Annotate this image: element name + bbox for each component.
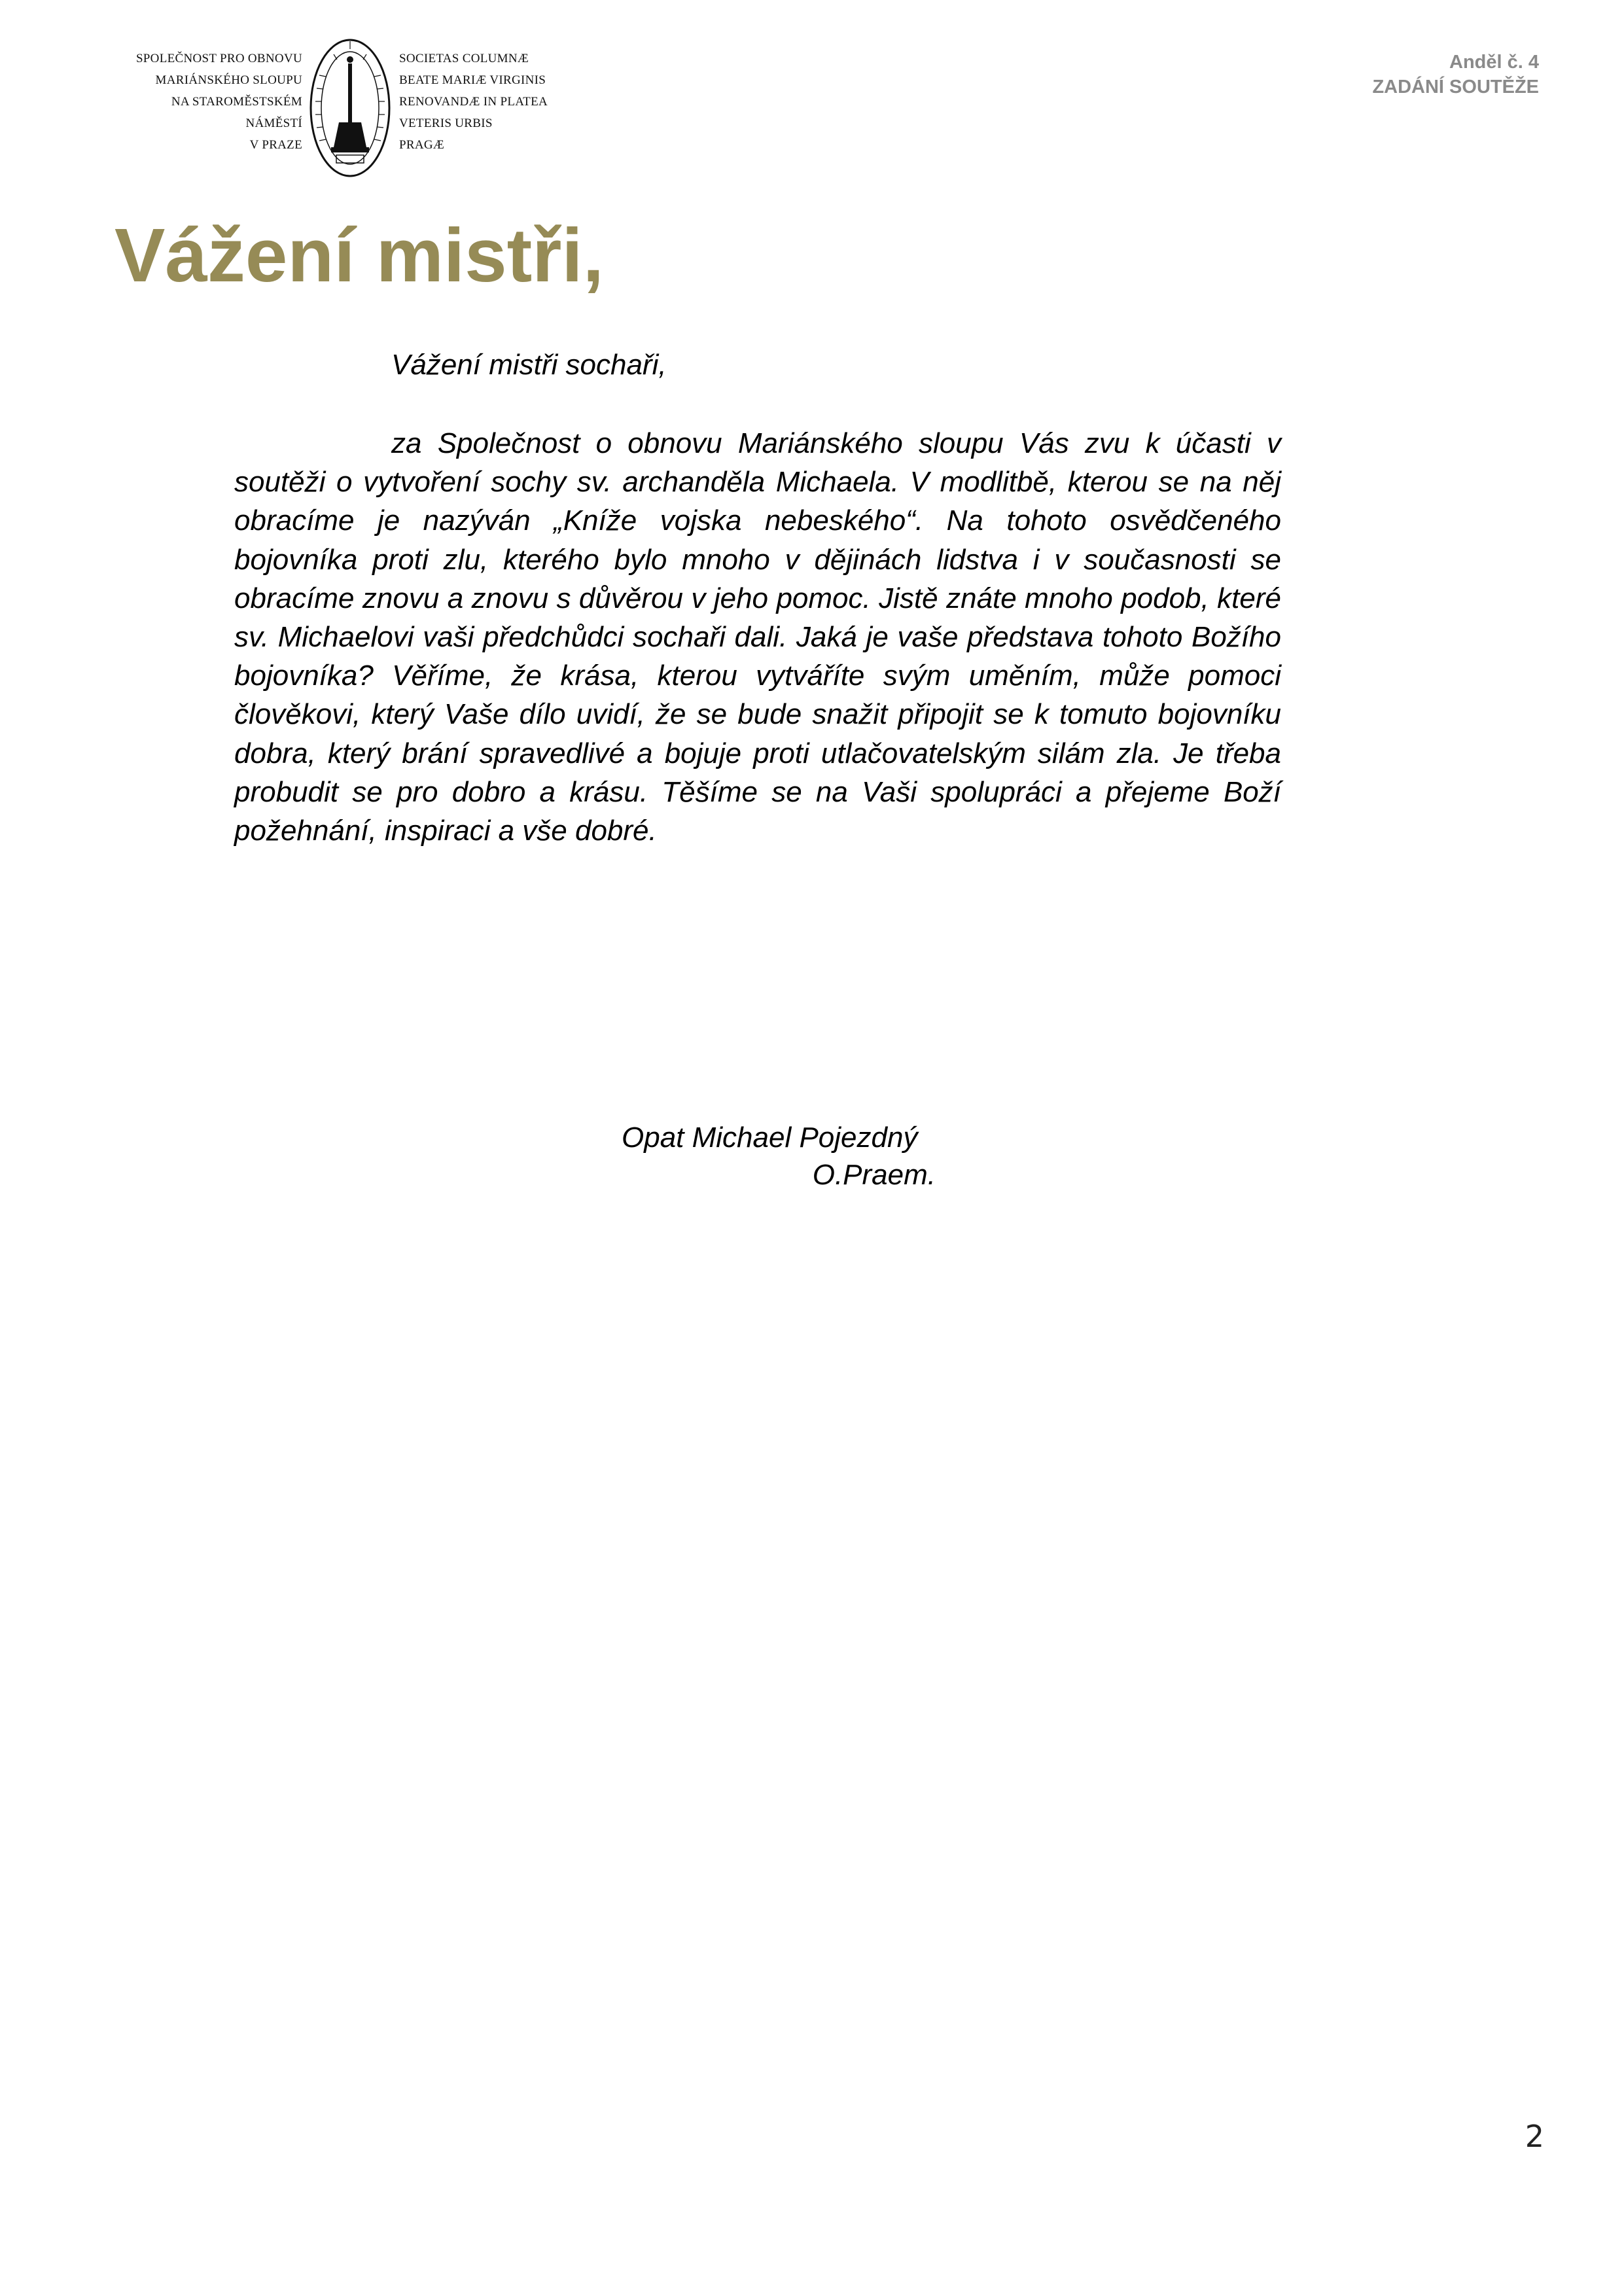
letter-body: za Společnost o obnovu Mariánského sloupu Vás zvu k účasti v soutěži o vytvoření sochy sv. archanděla Michaela. V modlitbě, kterou se na něj obracíme je nazýván „Kníže vojska nebeského“. Na tohoto osvědčeného bojovníka proti zlu, kterého bylo mnoho v dějinách lidstva i v současnosti se obracíme znovu a znovu s důvěrou v jeho pomoc. Jistě znáte mnoho podob, které sv. Michaelovi vaši předchůdci sochaři dali. Jaká je vaše představa tohoto Božího bojovníka? Věříme, že krása, kterou vytváříte svým uměním, může pomoci člověkovi, který Vaše dílo uvidí, že se bude snažit připojit se k tomuto bojovníku dobra, který brání spravedlivé a bojuje proti utlačovatelským silám zla. Je třeba probudit se pro dobro a krásu. Těšíme se na Vaši spolupráci a přejeme Boží požehnání, inspiraci a vše dobré.	[234, 427, 1281, 847]
logo-left-line: V PRAZE	[249, 138, 302, 152]
document-header	[1372, 50, 1539, 99]
logo-right-line: SOCIETAS COLUMNÆ	[399, 52, 529, 65]
logo-left-line: NÁMĚSTÍ	[245, 116, 302, 130]
marian-column-seal-icon	[308, 36, 393, 180]
header-competition-label: ZADÁNÍ SOUTĚŽE	[1372, 77, 1539, 97]
page-title: Vážení mistři,	[115, 213, 604, 298]
page-number: 2	[1525, 2119, 1544, 2154]
letter-signature	[622, 1119, 936, 1193]
logo-right-line: BEATE MARIÆ VIRGINIS	[399, 73, 546, 87]
society-logo	[111, 36, 582, 186]
logo-right-line: RENOVANDÆ IN PLATEA	[399, 95, 548, 109]
logo-czech-text	[111, 48, 302, 156]
logo-left-line: MARIÁNSKÉHO SLOUPU	[155, 73, 302, 87]
letter-salutation: Vážení mistři sochaři,	[391, 349, 667, 381]
signature-name: Opat Michael Pojezdný	[622, 1122, 918, 1154]
logo-left-line: NA STAROMĚSTSKÉM	[171, 95, 302, 109]
logo-latin-text	[399, 48, 595, 156]
logo-right-line: VETERIS URBIS	[399, 116, 493, 130]
signature-title: O.Praem.	[812, 1159, 936, 1191]
header-angel-number: Anděl č. 4	[1449, 52, 1539, 73]
logo-left-line: SPOLEČNOST PRO OBNOVU	[135, 52, 302, 65]
logo-right-line: PRAGÆ	[399, 138, 445, 152]
